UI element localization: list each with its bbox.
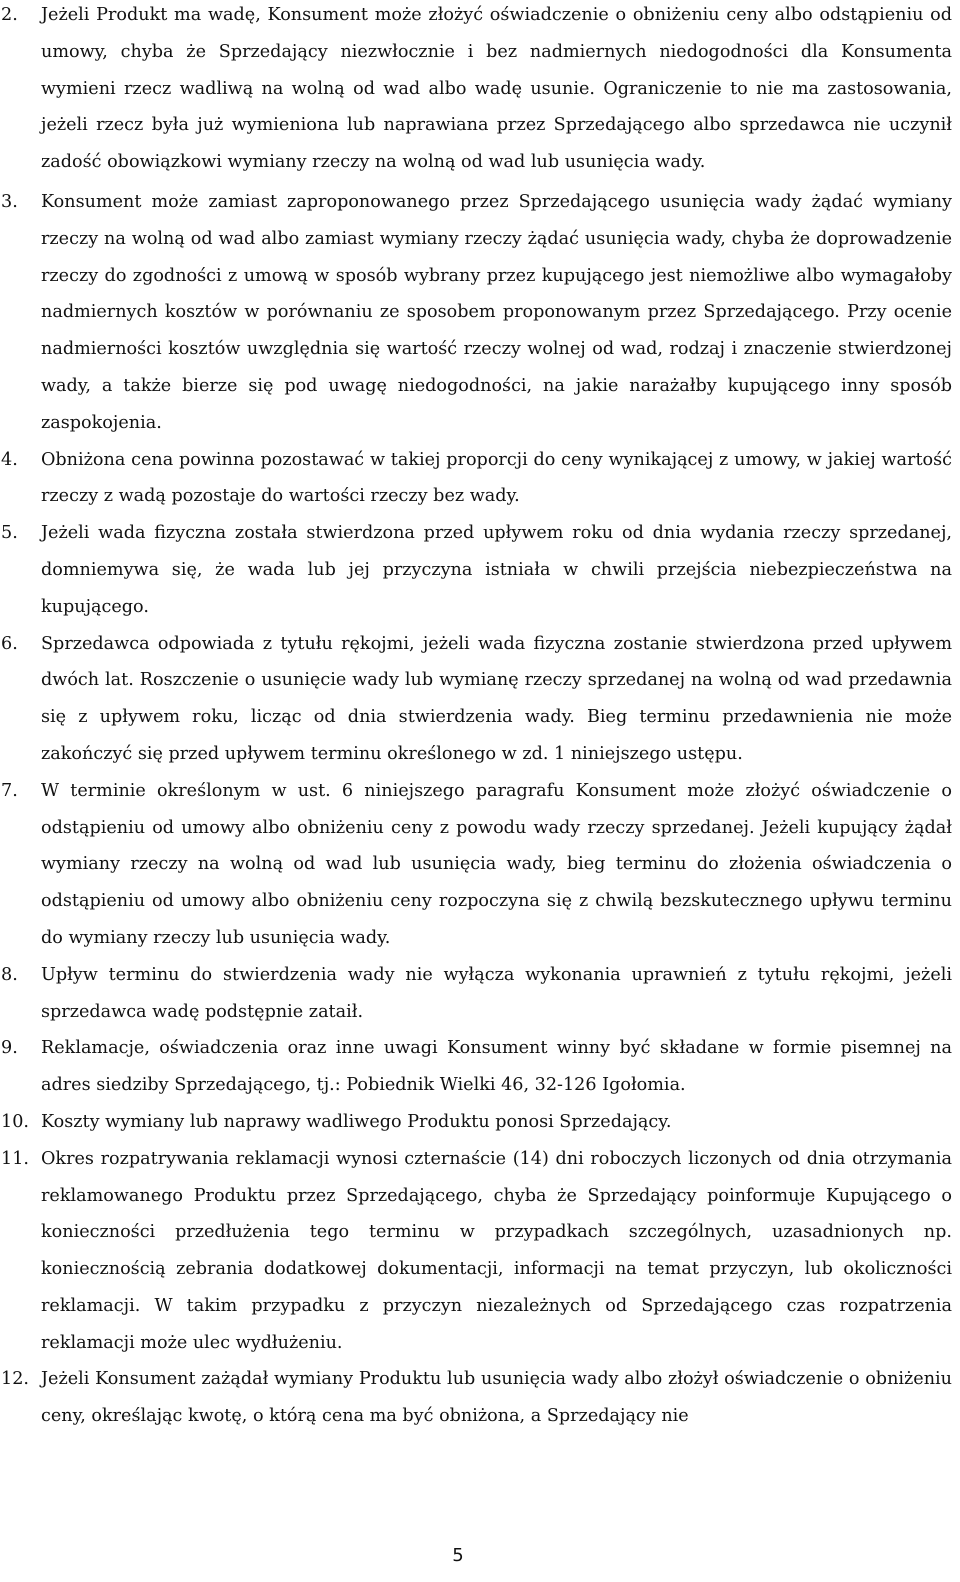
item-number: 8.: [1, 964, 18, 985]
item-text: Reklamacje, oświadczenia oraz inne uwagi Konsument winny być składane w formie pisemnej na adres siedziby Sprzedającego, tj.: Pobiednik Wielki 46, 32-126 Igołomia.: [41, 1038, 952, 1096]
page-number: 5: [452, 1545, 464, 1566]
item-text: Okres rozpatrywania reklamacji wynosi czternaście (14) dni roboczych liczonych od dnia otrzymania reklamowanego Produktu przez Sprzedającego, chyba że Sprzedający poinformuje Kupującego o konieczności przedłużenia tego terminu w przypadkach szczególnych, uzasadnionych np. koniecznością zebrania dodatkowej dokumentacji, informacji na temat przyczyn, lub okoliczności reklamacji. W takim przypadku z przyczyn niezależnych od Sprzedającego czas rozpatrzenia reklamacji może ulec wydłużeniu.: [41, 1148, 952, 1353]
list-item: [0, 773, 960, 957]
item-number: 6.: [1, 633, 18, 654]
list-item: [0, 0, 960, 181]
item-number: 4.: [1, 449, 18, 470]
item-text: Konsument może zamiast zaproponowanego przez Sprzedającego usunięcia wady żądać wymiany rzeczy na wolną od wad albo zamiast wymiany rzeczy żądać usunięcia wady, chyba że doprowadzenie rzeczy do zgodności z umową w sposób wybrany przez kupującego jest niemożliwe albo wymagałoby nadmiernych kosztów w porównaniu ze sposobem proponowanym przez Sprzedającego. Przy ocenie nadmierności kosztów uwzględnia się wartość rzeczy wolnej od wad, rodzaj i znaczenie stwierdzonej wady, a także bierze się pod uwagę niedogodności, na jakie narażałby kupującego inny sposób zaspokojenia.: [41, 191, 952, 433]
item-text: Jeżeli Produkt ma wadę, Konsument może złożyć oświadczenie o obniżeniu ceny albo odstąpieniu od umowy, chyba że Sprzedający niezwłocznie i bez nadmiernych niedogodności dla Konsumenta wymieni rzecz wadliwą na wolną od wad albo wadę usunie. Ograniczenie to nie ma zastosowania, jeżeli rzecz była już wymieniona lub naprawiana przez Sprzedającego albo sprzedawca nie uczynił zadość obowiązkowi wymiany rzeczy na wolną od wad lub usunięcia wady.: [41, 5, 952, 173]
item-text: Sprzedawca odpowiada z tytułu rękojmi, jeżeli wada fizyczna zostanie stwierdzona przed upływem dwóch lat. Roszczenie o usunięcie wady lub wymianę rzeczy sprzedanej na wolną od wad przedawnia się z upływem roku, licząc od dnia stwierdzenia wady. Bieg terminu przedawnienia nie może zakończyć się przed upływem terminu określonego w zd. 1 niniejszego ustępu.: [41, 633, 952, 764]
list-item: [0, 1104, 960, 1141]
item-number: 5.: [1, 523, 18, 544]
list-item: [0, 626, 960, 773]
item-number: 2.: [1, 5, 18, 25]
item-number: 12.: [1, 1369, 29, 1390]
item-number: 3.: [1, 191, 18, 212]
item-text: W terminie określonym w ust. 6 niniejszego paragrafu Konsument może złożyć oświadczenie o odstąpieniu od umowy albo obniżeniu ceny z powodu wady rzeczy sprzedanej. Jeżeli kupujący żądał wymiany rzeczy na wolną od wad lub usunięcia wady, bieg terminu do złożenia oświadczenia o odstąpieniu od umowy albo obniżeniu ceny rozpoczyna się z chwilą bezskutecznego upływu terminu do wymiany rzeczy lub usunięcia wady.: [41, 780, 952, 948]
list-item: [0, 515, 960, 625]
item-text: Upływ terminu do stwierdzenia wady nie wyłącza wykonania uprawnień z tytułu rękojmi, jeżeli sprzedawca wadę podstępnie zataił.: [41, 964, 952, 1022]
item-text: Koszty wymiany lub naprawy wadliwego Produktu ponosi Sprzedający.: [41, 1111, 672, 1132]
item-text: Jeżeli Konsument zażądał wymiany Produktu lub usunięcia wady albo złożył oświadczenie o obniżeniu ceny, określając kwotę, o którą cena ma być obniżona, a Sprzedający nie: [41, 1369, 952, 1427]
list-item: [0, 184, 960, 442]
item-text: Jeżeli wada fizyczna została stwierdzona przed upływem roku od dnia wydania rzeczy sprzedanej, domniemywa się, że wada lub jej przyczyna istniała w chwili przejścia niebezpieczeństwa na kupującego.: [41, 523, 952, 617]
list-item: [0, 957, 960, 1031]
list-item: [0, 442, 960, 516]
item-number: 10.: [1, 1111, 29, 1132]
item-number: 11.: [1, 1148, 29, 1169]
list-item: [0, 1361, 960, 1435]
item-number: 9.: [1, 1038, 18, 1059]
list-item: [0, 1030, 960, 1104]
list-item: [0, 1141, 960, 1362]
item-number: 7.: [1, 780, 18, 801]
item-text: Obniżona cena powinna pozostawać w takiej proporcji do ceny wynikającej z umowy, w jakiej wartość rzeczy z wadą pozostaje do wartości rzeczy bez wady.: [41, 449, 952, 507]
